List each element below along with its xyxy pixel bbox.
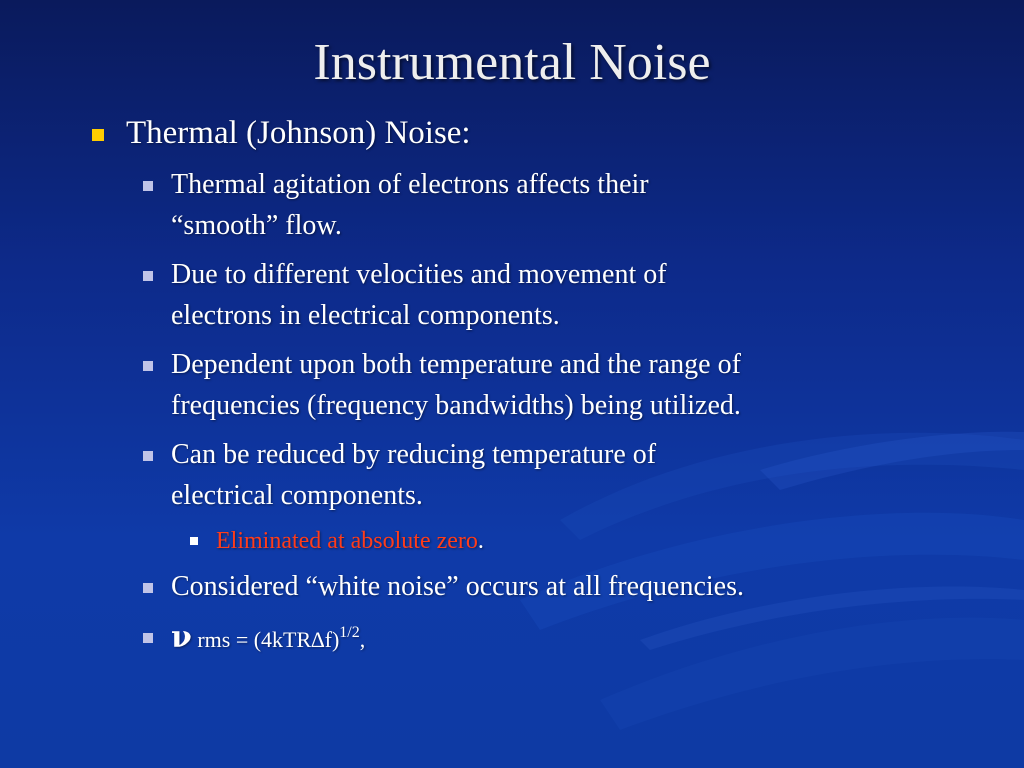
sub-bullet-line: electrical components. bbox=[171, 480, 423, 511]
sub-bullet-line: Due to different velocities and movement of bbox=[171, 259, 667, 290]
square-bullet-icon bbox=[143, 451, 153, 461]
nu-symbol: ν bbox=[171, 620, 192, 655]
slide-title: Instrumental Noise bbox=[313, 34, 711, 91]
main-bullet-text: Thermal (Johnson) Noise: bbox=[126, 115, 471, 151]
highlighted-text: Eliminated at absolute zero bbox=[216, 528, 478, 554]
sub-bullet-line: electrons in electrical components. bbox=[171, 300, 560, 331]
sub-bullet-line: “smooth” flow. bbox=[171, 210, 342, 241]
sub-bullet-line: frequencies (frequency bandwidths) being utilized. bbox=[171, 390, 741, 421]
square-bullet-icon bbox=[143, 271, 153, 281]
square-bullet-icon bbox=[143, 583, 153, 593]
square-bullet-icon bbox=[92, 129, 104, 141]
sub-bullet-line: Can be reduced by reducing temperature of bbox=[171, 439, 657, 470]
formula-text: rms = (4kTR∆f) bbox=[191, 627, 340, 652]
square-bullet-icon bbox=[143, 181, 153, 191]
square-bullet-icon bbox=[190, 537, 198, 545]
formula-exponent: 1/2 bbox=[339, 624, 360, 641]
square-bullet-icon bbox=[143, 633, 153, 643]
nested-bullet-suffix: . bbox=[477, 528, 484, 554]
sub-bullet-line: Thermal agitation of electrons affects their bbox=[171, 169, 649, 200]
formula-tail: , bbox=[359, 627, 366, 652]
square-bullet-icon bbox=[143, 361, 153, 371]
sub-bullet-line: Dependent upon both temperature and the range of bbox=[171, 349, 741, 380]
sub-bullet-line: Considered “white noise” occurs at all frequencies. bbox=[171, 571, 745, 602]
